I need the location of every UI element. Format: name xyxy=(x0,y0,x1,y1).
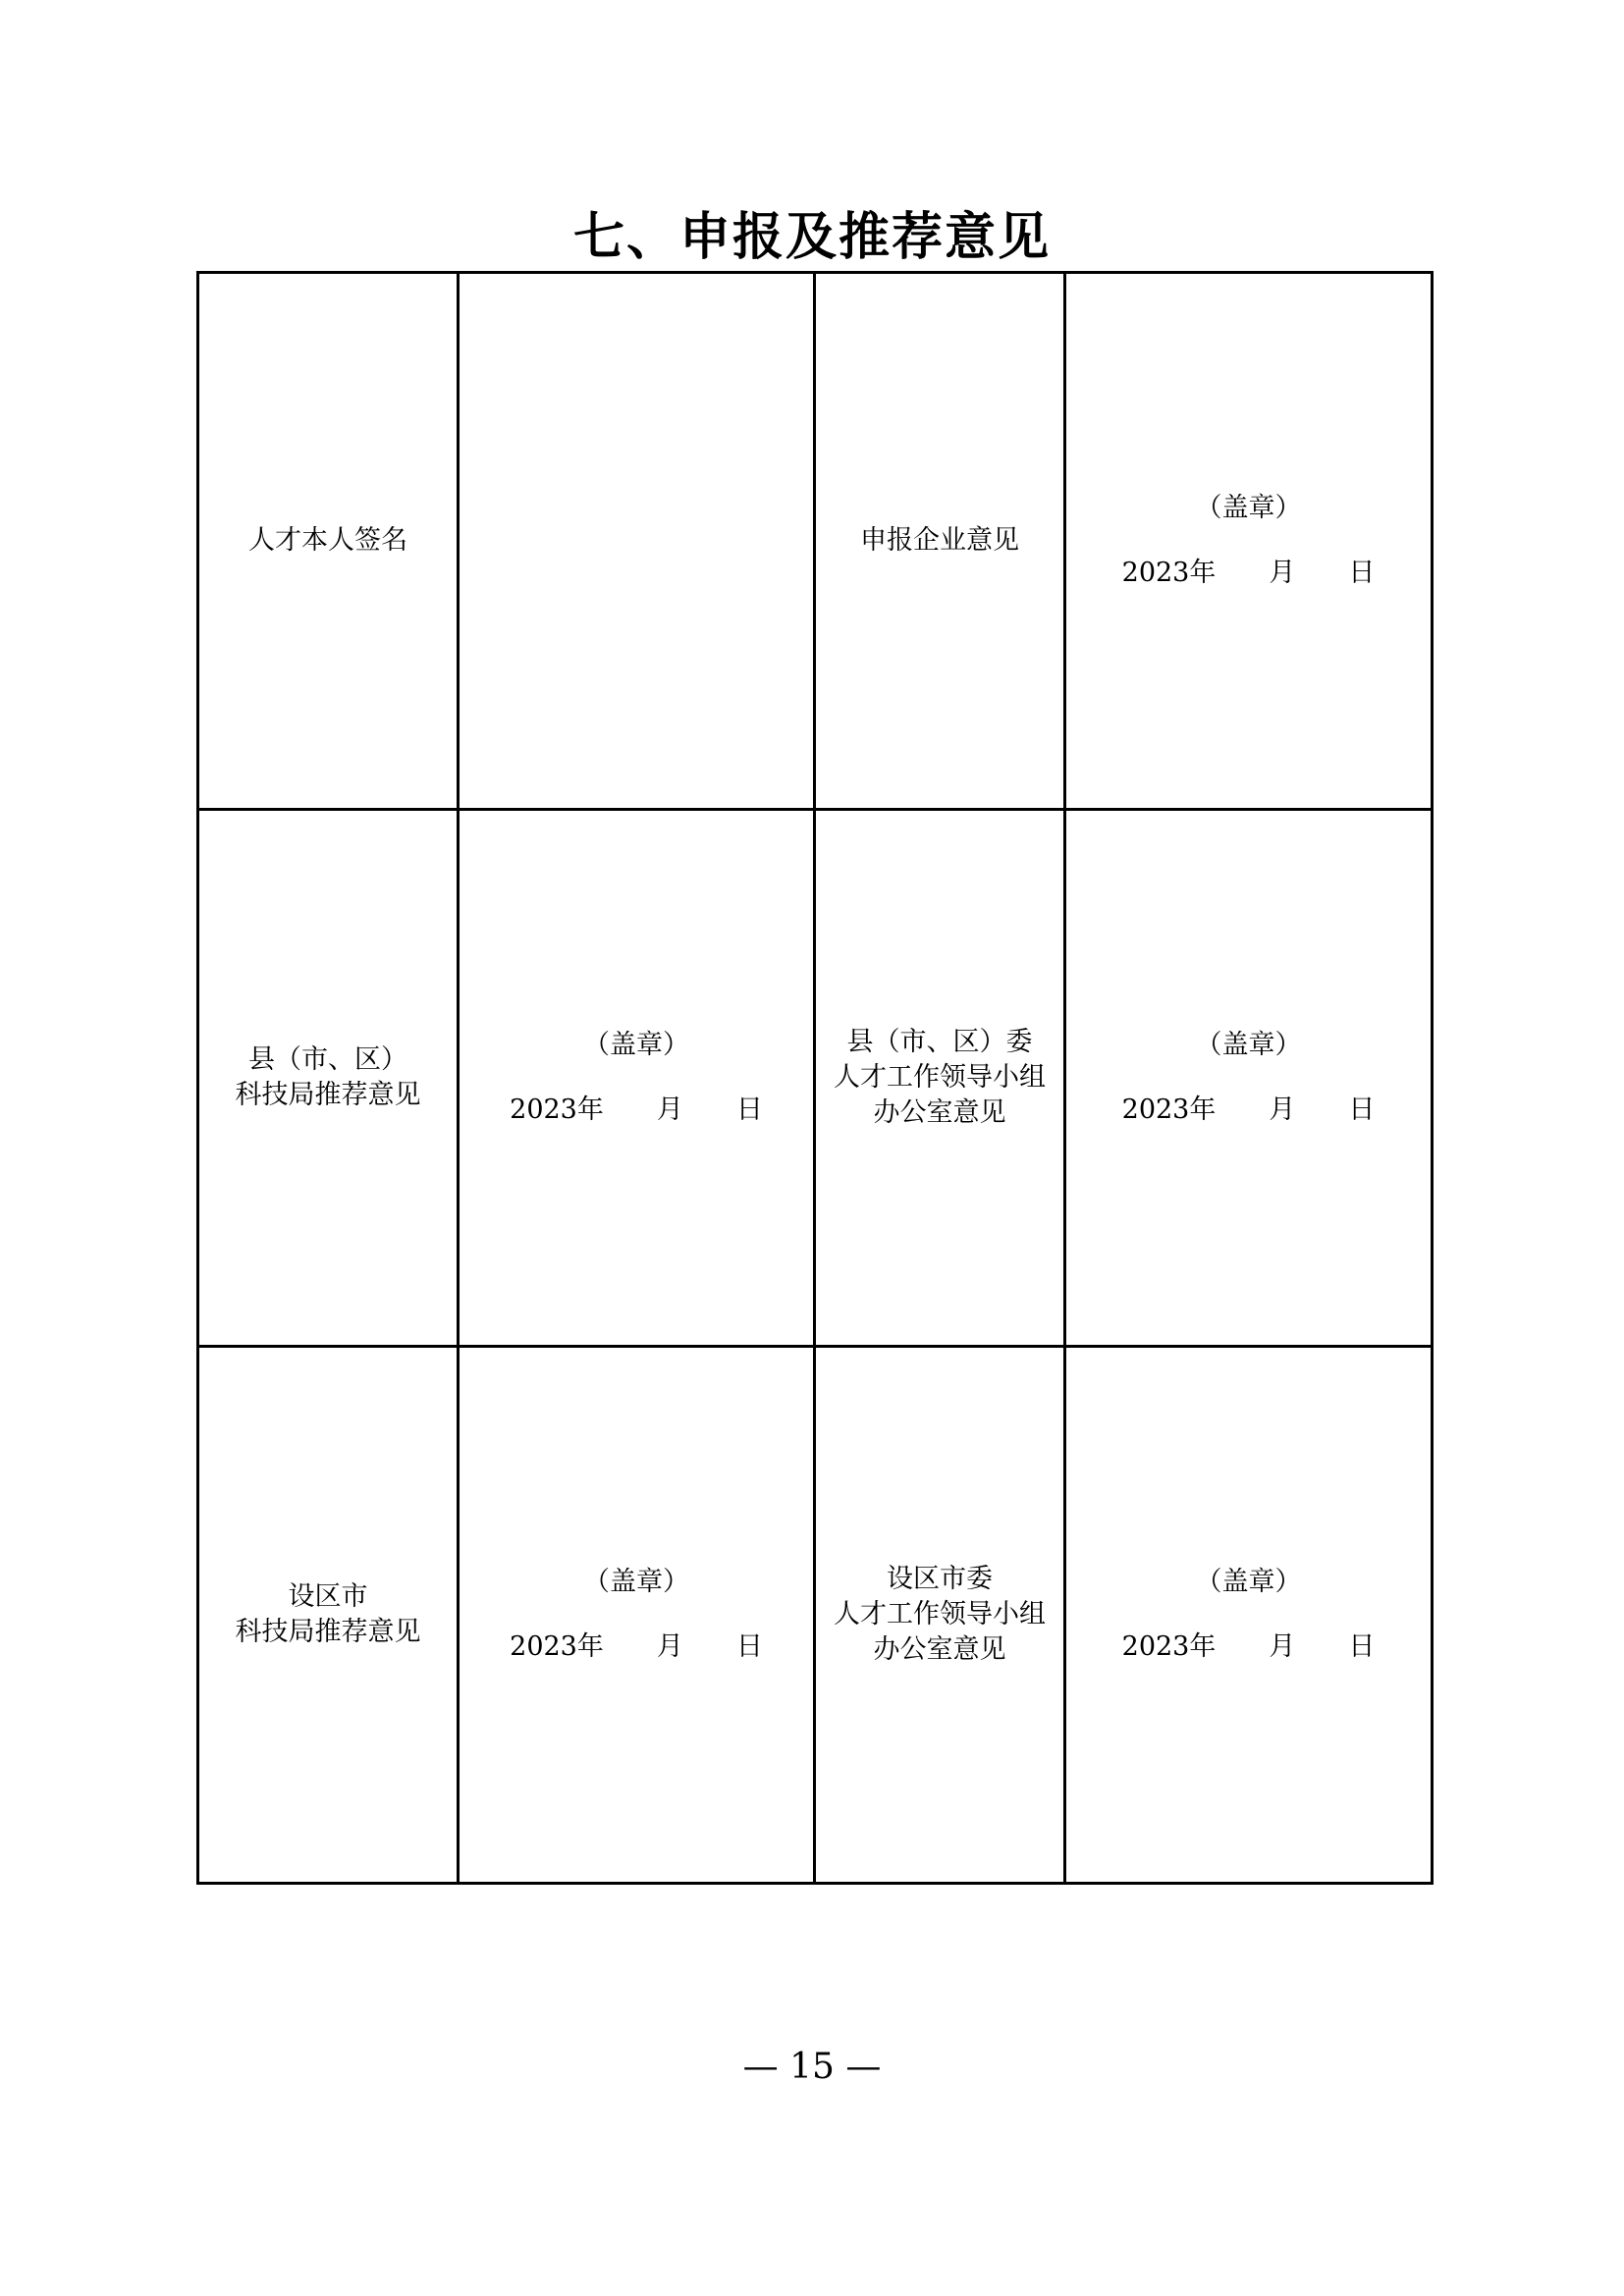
label-cell xyxy=(198,273,459,810)
cell-label-line: 人才工作领导小组 xyxy=(834,1599,1046,1629)
cell-label-line: 县（市、区） xyxy=(248,1044,407,1075)
table-row xyxy=(198,273,1433,810)
stamp-cell[interactable] xyxy=(1065,810,1433,1347)
seal-label: （盖章） xyxy=(583,1030,689,1060)
page-number: — 15 — xyxy=(742,2047,882,2087)
stamp-cell[interactable] xyxy=(459,1347,815,1884)
cell-label-line: 设区市 xyxy=(288,1581,368,1612)
cell-label-line: 县（市、区）委 xyxy=(846,1027,1033,1057)
cell-label-line: 办公室意见 xyxy=(873,1634,1006,1665)
date-label: 2023年 月 日 xyxy=(510,1095,763,1125)
date-label: 2023年 月 日 xyxy=(1121,558,1376,588)
table-row xyxy=(198,810,1433,1347)
stamp-cell[interactable] xyxy=(1065,273,1433,810)
date-label: 2023年 月 日 xyxy=(510,1631,763,1662)
date-label: 2023年 月 日 xyxy=(1121,1631,1376,1662)
cell-label-line: 科技局推荐意见 xyxy=(235,1617,421,1647)
seal-label: （盖章） xyxy=(1195,1567,1302,1597)
label-cell xyxy=(815,810,1065,1347)
signature-field[interactable] xyxy=(459,273,815,810)
cell-label-line: 人才工作领导小组 xyxy=(834,1062,1046,1093)
seal-label: （盖章） xyxy=(1195,493,1302,523)
stamp-cell[interactable] xyxy=(459,810,815,1347)
label-cell xyxy=(198,810,459,1347)
stamp-cell[interactable] xyxy=(1065,1347,1433,1884)
seal-label: （盖章） xyxy=(1195,1030,1302,1060)
page-title: 七、申报及推荐意见 xyxy=(572,207,1051,267)
seal-label: （盖章） xyxy=(583,1567,689,1597)
cell-label-line: 办公室意见 xyxy=(873,1097,1006,1128)
recommendation-table xyxy=(196,271,1434,1885)
cell-label-line: 人才本人签名 xyxy=(248,525,407,556)
label-cell xyxy=(198,1347,459,1884)
cell-label-line: 申报企业意见 xyxy=(860,525,1019,556)
table-row xyxy=(198,1347,1433,1884)
date-label: 2023年 月 日 xyxy=(1121,1095,1376,1125)
label-cell xyxy=(815,273,1065,810)
label-cell xyxy=(815,1347,1065,1884)
cell-label-line: 科技局推荐意见 xyxy=(235,1080,421,1110)
cell-label-line: 设区市委 xyxy=(887,1564,993,1594)
